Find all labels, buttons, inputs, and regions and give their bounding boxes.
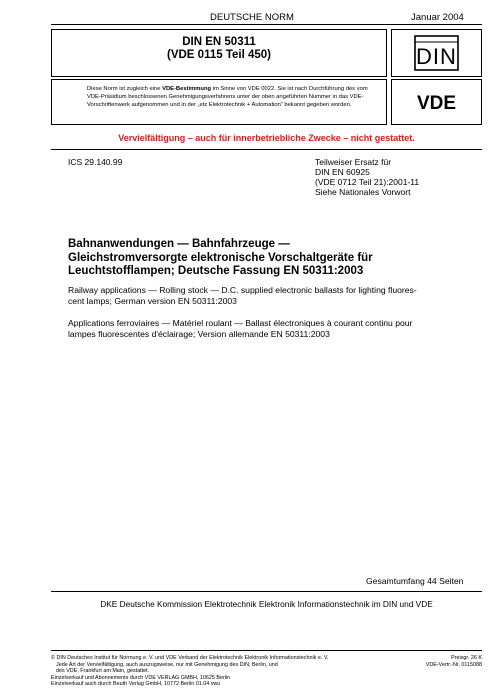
title-english <box>68 285 468 306</box>
replacement-info <box>315 157 419 197</box>
replacement-line: Siehe Nationales Vorwort <box>315 187 411 197</box>
title-english-line: cent lamps; German version EN 50311:2003 <box>68 295 237 306</box>
footer-line: des VDE, Frankfurt am Main, gestattet. <box>56 668 150 674</box>
vde-logo <box>391 79 482 125</box>
reproduction-notice: Vervielfältigung – auch für innerbetriebliche Zwecke – nicht gestattet. <box>118 133 415 143</box>
order-number: VDE-Vertr.-Nr. 0115088 <box>425 661 482 668</box>
pages-rule <box>51 591 482 592</box>
footer-line: © DIN Deutsches Institut für Normung e. V. und VDE Verband der Elektrotechnik Elektronik Informationstechnik e. V. <box>51 655 329 661</box>
standard-number: DIN EN 50311 <box>182 36 256 48</box>
title-german <box>68 238 468 279</box>
footer-line: Einzelverkauf auch durch Beuth Verlag GmbH, 10772 Berlin 01.04 vwu <box>51 681 221 687</box>
total-pages: Gesamtumfang 44 Seiten <box>366 576 464 586</box>
replacement-line: DIN EN 60925 <box>315 167 370 177</box>
title-german-line: Bahnanwendungen — Bahnfahrzeuge — <box>68 238 290 250</box>
title-german-line: Leuchtstofflampen; Deutsche Fassung EN 50311:2003 <box>68 265 364 277</box>
price-group: Preisgr. 26 K <box>451 655 482 661</box>
din-logo-text: DIN <box>416 44 457 69</box>
vde-note-bold: VDE-Bestimmung <box>162 86 212 92</box>
footer-rule <box>51 650 482 651</box>
vde-note <box>51 79 387 125</box>
footer-copyright <box>51 655 381 688</box>
title-english-line: Railway applications — Rolling stock — D.C. supplied electronic ballasts for lighting fluores- <box>68 285 417 295</box>
footer-price-info <box>395 655 482 668</box>
vde-logo-text: VDE <box>416 93 457 114</box>
header-standard-type: DEUTSCHE NORM <box>210 12 294 23</box>
title-french-line: Applications ferroviaires — Matériel roulant — Ballast électroniques à courant continu pour <box>68 318 413 328</box>
vde-note-text-2: im Sinne von VDE 0022. Sie ist nach Durchführung des vom VDE-Präsidium beschlossenen Genehmigungsverfahrens unter der oben angeführten Nummer in das VDE-Vorschriftenwerk aufgenommen und in der „etz Elektrotechnik + Automation“ bekannt gegeben worden. <box>87 86 368 108</box>
ics-code: ICS 29.140.99 <box>68 157 123 167</box>
footer-line: Einzelverkauf und Abonnements durch VDE VERLAG GMBH, 10625 Berlin <box>51 674 231 681</box>
vde-note-text-1: Diese Norm ist zugleich eine <box>87 86 163 92</box>
title-french <box>68 318 468 339</box>
standard-number-box <box>51 29 387 77</box>
replacement-line: Teilweiser Ersatz für <box>315 157 392 167</box>
header-rule <box>51 24 482 25</box>
vde-logo-mark <box>392 80 481 124</box>
title-french-line: lampes fluorescentes d'éclairage; Version allemande EN 50311:2003 <box>68 328 330 339</box>
footer-line: Jede Art der Vervielfältigung, auch auszugsweise, nur mit Genehmigung des DIN, Berlin, und <box>56 661 278 668</box>
dke-committee: DKE Deutsche Kommission Elektrotechnik Elektronik Informationstechnik im DIN und VDE <box>100 599 433 609</box>
replacement-line: (VDE 0712 Teil 21):2001-11 <box>315 177 420 187</box>
notice-rule <box>51 149 482 150</box>
vde-classification: (VDE 0115 Teil 450) <box>167 49 271 61</box>
header-date: Januar 2004 <box>411 12 464 23</box>
title-german-line: Gleichstromversorgte elektronische Vorschaltgeräte für <box>68 251 373 264</box>
din-logo <box>391 29 482 77</box>
din-logo-mark <box>392 30 481 76</box>
